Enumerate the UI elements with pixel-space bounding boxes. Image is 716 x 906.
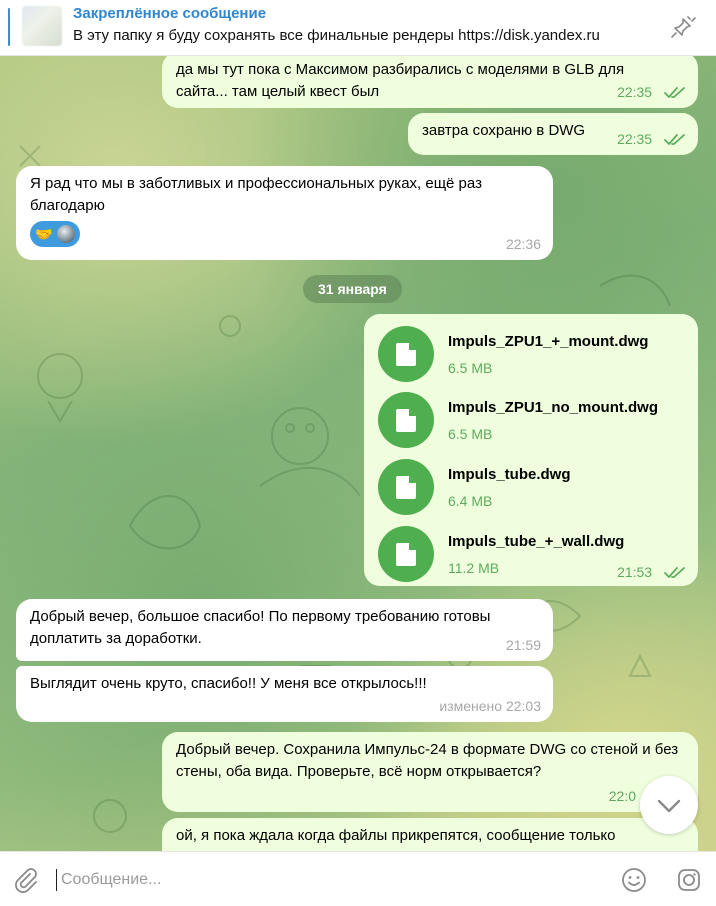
reactions[interactable] (30, 221, 541, 247)
file-item[interactable] (378, 392, 678, 454)
file-icon-circle[interactable] (378, 326, 434, 382)
message-outgoing[interactable] (162, 732, 698, 812)
smile-icon[interactable] (620, 866, 648, 894)
reaction-handshake[interactable] (30, 221, 80, 247)
message-time: 22:35 (617, 128, 686, 150)
file-name: Impuls_ZPU1_+_mount.dwg (448, 333, 649, 350)
message-composer (0, 851, 716, 906)
message-time: изменено 22:03 (439, 698, 541, 714)
file-icon-circle[interactable] (378, 526, 434, 582)
paperclip-icon[interactable] (10, 865, 40, 895)
document-icon (378, 526, 434, 582)
file-name: Impuls_ZPU1_no_mount.dwg (448, 399, 659, 416)
files-message[interactable] (364, 314, 698, 586)
message-time: 22:0 (608, 788, 636, 804)
chat-area[interactable] (0, 56, 716, 851)
message-incoming[interactable] (16, 166, 553, 260)
file-size: 6.5 MB (448, 426, 493, 442)
file-name: Impuls_tube_+_wall.dwg (448, 533, 625, 550)
file-size: 11.2 MB (448, 560, 500, 576)
double-check-icon (664, 567, 686, 579)
pinned-text: В эту папку я буду сохранять все финальные рендеры https://disk.yandex.ru (73, 27, 600, 44)
instagram-camera-icon[interactable] (675, 866, 703, 894)
message-text: Выглядит очень круто, спасибо!! У меня все открылось!!! (30, 675, 427, 692)
message-outgoing[interactable] (408, 113, 698, 155)
message-text: Добрый вечер, большое спасибо! По первому требованию готовы доплатить за доработки. (30, 608, 491, 647)
message-text: Добрый вечер. Сохранила Импульс-24 в формате DWG со стеной и без стены, оба вида. Проверьте, всё норм открывается? (176, 741, 679, 780)
message-text: да мы тут пока с Максимом разбирались с моделями в GLB для сайта... там целый квест был (176, 61, 625, 100)
message-time: 22:36 (505, 236, 541, 252)
file-item[interactable] (378, 459, 678, 521)
message-text: Я рад что мы в заботливых и профессиональных руках, ещё раз благодарю (30, 175, 482, 214)
file-name: Impuls_tube.dwg (448, 466, 571, 483)
message-time: 21:59 (505, 637, 541, 653)
message-input[interactable] (56, 869, 596, 891)
scroll-down-button[interactable] (640, 776, 698, 834)
message-incoming[interactable] (16, 666, 553, 722)
pinned-message-bar[interactable] (0, 0, 716, 56)
message-text: завтра сохраню в DWG (422, 122, 586, 139)
pinned-title: Закреплённое сообщение (73, 5, 267, 22)
avatar (55, 223, 77, 245)
date-separator: 31 января (303, 275, 402, 303)
document-icon (378, 326, 434, 382)
double-check-icon (664, 87, 686, 99)
double-check-icon (664, 134, 686, 146)
file-size: 6.4 MB (448, 493, 493, 509)
message-outgoing[interactable] (162, 56, 698, 108)
message-time: 22:35 (617, 81, 686, 103)
chevron-down-icon (640, 776, 698, 834)
message-time: 21:53 (617, 564, 686, 580)
document-icon (378, 459, 434, 515)
handshake-emoji: 🤝 (35, 226, 53, 242)
file-icon-circle[interactable] (378, 459, 434, 515)
pinned-thumbnail (22, 6, 62, 46)
pinned-indicator (8, 8, 10, 46)
file-item[interactable] (378, 326, 678, 388)
message-incoming[interactable] (16, 599, 553, 661)
file-size: 6.5 MB (448, 360, 493, 376)
pin-off-icon[interactable] (668, 13, 702, 41)
message-outgoing[interactable] (162, 818, 698, 851)
document-icon (378, 392, 434, 448)
file-icon-circle[interactable] (378, 392, 434, 448)
message-text: ой, я пока ждала когда файлы прикрепятся, сообщение только (176, 827, 616, 844)
